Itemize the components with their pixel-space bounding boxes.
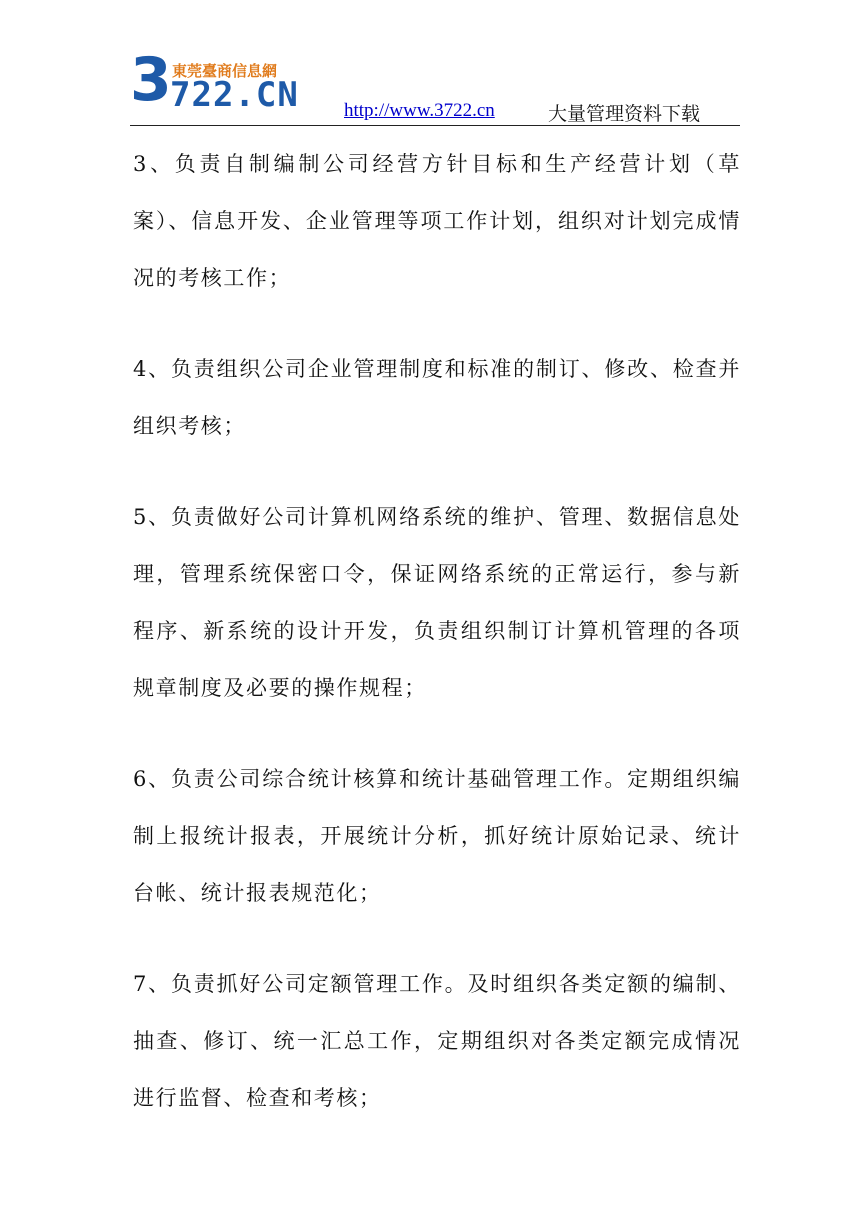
site-logo[interactable] <box>130 45 305 122</box>
page-header <box>130 45 740 126</box>
site-url-link[interactable]: http://www.3722.cn <box>344 100 495 121</box>
paragraph-item-4: 4、负责组织公司企业管理制度和标准的制订、修改、检查并组织考核； <box>133 357 741 438</box>
logo-chinese-name: 東莞臺商信息網 <box>172 62 278 80</box>
header-tagline: 大量管理资料下载 <box>548 103 701 125</box>
logo-suffix: .CN <box>234 75 299 115</box>
header-divider <box>130 125 740 126</box>
logo-digit: 3 <box>130 45 172 115</box>
paragraph-item-6: 6、负责公司综合统计核算和统计基础管理工作。定期组织编制上报统计报表，开展统计分析，抓好统计原始记录、统计台帐、统计报表规范化； <box>133 767 741 905</box>
paragraph-item-7: 7、负责抓好公司定额管理工作。及时组织各类定额的编制、抽查、修订、统一汇总工作，定期组织对各类定额完成情况进行监督、检查和考核； <box>133 972 741 1110</box>
logo-domain <box>170 75 299 115</box>
paragraph-item-5: 5、负责做好公司计算机网络系统的维护、管理、数据信息处理，管理系统保密口令，保证网络系统的正常运行，参与新程序、新系统的设计开发，负责组织制订计算机管理的各项规章制度及必要的操作规程； <box>133 505 741 700</box>
document-body <box>133 136 741 1161</box>
logo-number: 722 <box>170 75 235 115</box>
paragraph-item-3: 3、负责自制编制公司经营方针目标和生产经营计划（草案）、信息开发、企业管理等项工作计划，组织对计划完成情况的考核工作； <box>133 152 741 290</box>
